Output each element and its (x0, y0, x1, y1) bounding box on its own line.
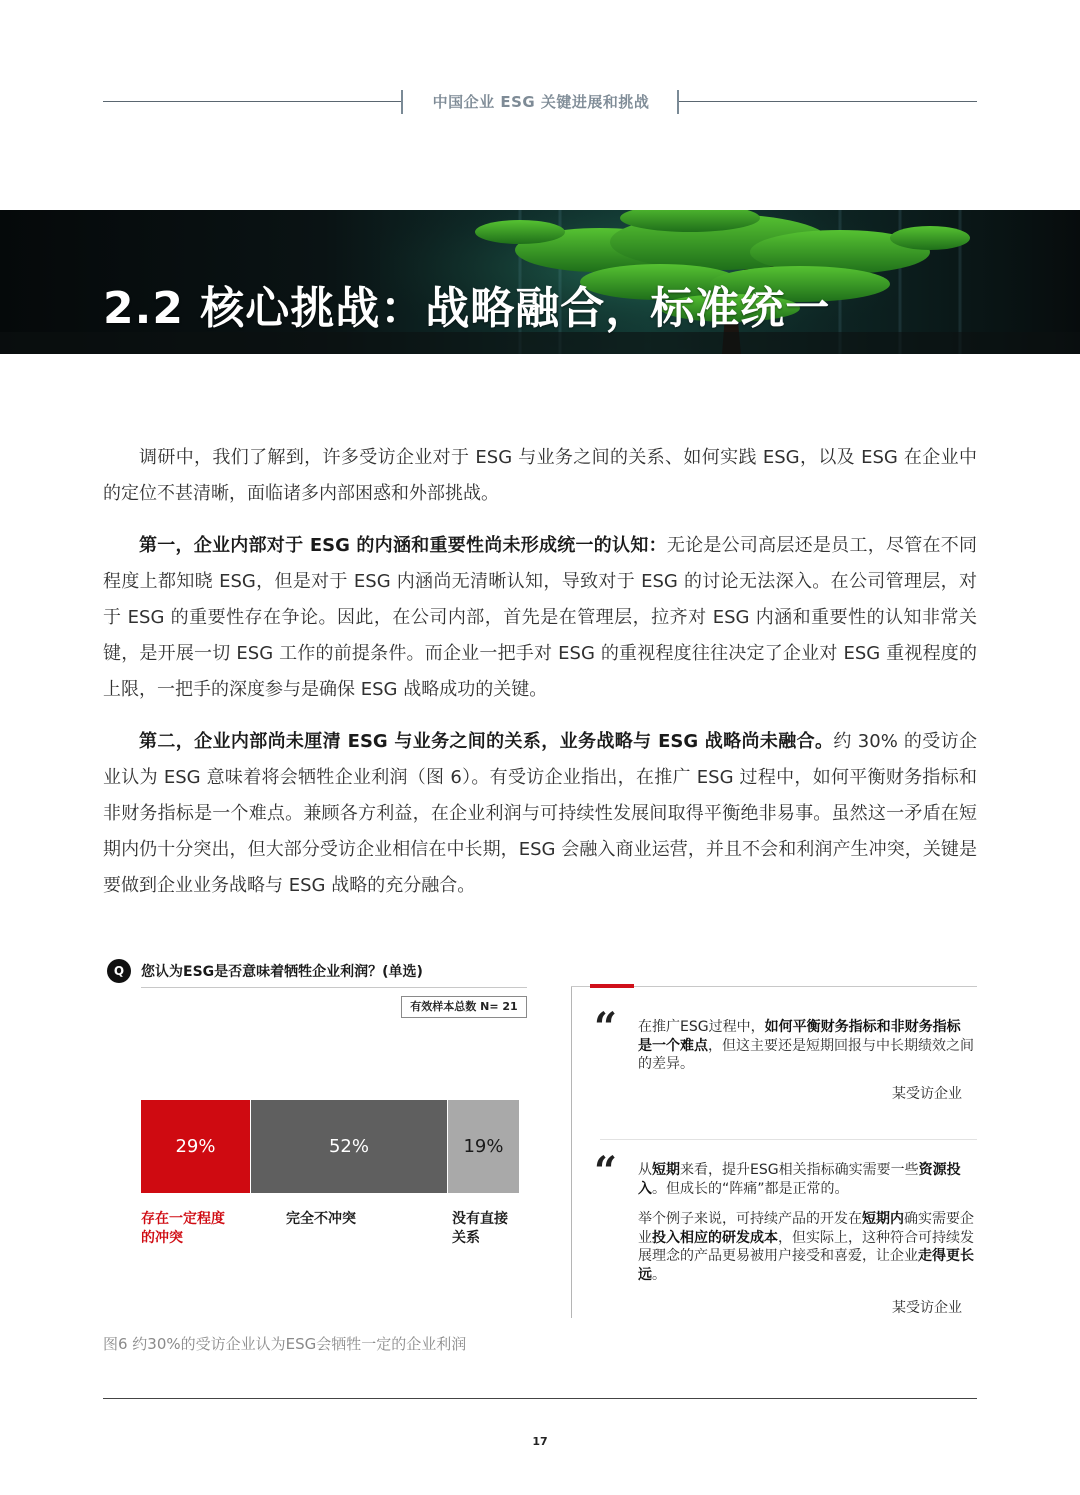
bar-category-label (141, 1210, 225, 1248)
intro-paragraph (103, 440, 977, 512)
bar-category-line: 完全不冲突 (286, 1211, 356, 1227)
point-one-paragraph (103, 528, 977, 708)
quote-one-text (638, 1018, 974, 1074)
page-number: 17 (532, 1435, 548, 1448)
header-divider-right (677, 90, 679, 114)
quote-one-bold: 如何平衡财务指标和非财务指标是一个难点 (638, 1019, 961, 1054)
quote-one-pre: 在推广ESG过程中， (638, 1019, 765, 1035)
q2-p1-a: 从 (638, 1162, 652, 1178)
running-header-title: 中国企业 ESG 关键进展和挑战 (432, 93, 650, 111)
q2-p2-a: 举个例子来说，可持续产品的开发在 (638, 1211, 862, 1227)
point-one-text: 无论是公司高层还是员工，尽管在不同程度上都知晓 ESG，但是对于 ESG 内涵尚无清晰认知，导致对于 ESG 的讨论无法深入。在公司管理层，对于 ESG 的重要性存在争论。因此，在公司内部，首先是在管理层，拉齐对 ESG 内涵和重要性的认知非常关键，是开展一切 ESG 工作的前提条件。而企业一把手对 ESG 的重视程度往往决定了企业对 ESG 重视程度的上限，一把手的深度参与是确保 ESG 战略成功的关键。 (103, 535, 977, 700)
bar-category-line: 的冲突 (141, 1230, 183, 1246)
q2-p1-b: 短期 (652, 1162, 680, 1178)
section-title: 2.2 核心挑战：战略融合，标准统一 (103, 283, 831, 334)
quote-two-text-part1 (638, 1161, 974, 1198)
q2-p2-e: ，但实际上，这种符合可持续发展理念的产品更易被用户接受和喜爱，让企业 (638, 1229, 974, 1264)
point-two-paragraph (103, 724, 977, 904)
quote-panel-accent (590, 984, 634, 988)
point-two-text: 约 30% 的受访企业认为 ESG 意味着将会牺牲企业利润（图 6）。有受访企业指出，在推广 ESG 过程中，如何平衡财务指标和非财务指标是一个难点。兼顾各方利益，在企业利润与可持续性发展间取得平衡绝非易事。虽然这一矛盾在短期内仍十分突出，但大部分受访企业相信在中长期，ESG 会融入商业运营，并且不会和利润产生冲突，关键是要做到企业业务战略与 ESG 战略的充分融合。 (103, 731, 977, 896)
quote-one-source: 某受访企业 (892, 1086, 962, 1102)
bar-category-line: 存在一定程度 (141, 1211, 225, 1227)
q2-p2-f: 走得更长远 (638, 1248, 974, 1283)
header-divider-left (401, 90, 403, 114)
bar-value-label: 29% (175, 1136, 216, 1157)
quote-two-text-part2 (638, 1210, 974, 1284)
bar-segment (141, 1100, 250, 1193)
q2-p1-c: 来看，提升ESG相关指标确实需要一些 (680, 1162, 919, 1178)
quote-one-post: ，但这主要还是短期回报与中长期绩效之间的差异。 (638, 1037, 974, 1072)
bar-category-label (452, 1210, 508, 1248)
bar-segment (251, 1100, 447, 1193)
q2-p2-b: 短期内 (862, 1211, 904, 1227)
point-two-lead: 第二，企业内部尚未厘清 ESG 与业务之间的关系，业务战略与 ESG 战略尚未融合。 (139, 731, 834, 752)
intro-text: 调研中，我们了解到，许多受访企业对于 ESG 与业务之间的关系、如何实践 ESG，以及 ESG 在企业中的定位不甚清晰，面临诸多内部困惑和外部挑战。 (103, 447, 977, 504)
header-rule-right (679, 101, 977, 102)
quote-two-source: 某受访企业 (892, 1300, 962, 1316)
sample-size-badge: 有效样本总数 N= 21 (401, 996, 527, 1018)
quote-panel-border (571, 986, 572, 1318)
footer-rule (103, 1398, 977, 1399)
q2-p2-d: 投入相应的研发成本 (652, 1229, 778, 1246)
survey-question: 您认为ESG是否意味着牺牲企业利润？(单选) (141, 964, 423, 980)
bar-category-line: 没有直接 (452, 1211, 508, 1227)
question-rule (141, 987, 527, 988)
bar-category-label (286, 1210, 356, 1229)
quote-divider (600, 1139, 977, 1140)
point-one-lead: 第一，企业内部对于 ESG 的内涵和重要性尚未形成统一的认知： (139, 535, 667, 556)
bar-value-label: 52% (328, 1136, 369, 1157)
bar-category-line: 关系 (452, 1230, 480, 1246)
figure-caption: 图6 约30%的受访企业认为ESG会牺牲一定的企业利润 (103, 1335, 467, 1353)
q2-p2-c: 确实需要企业 (638, 1211, 974, 1246)
q2-p1-d: 资源投入 (638, 1162, 961, 1197)
q2-p2-g: 。 (652, 1266, 666, 1283)
bar-segment (448, 1100, 519, 1193)
quote-mark-icon: “ (594, 1004, 618, 1051)
quote-mark-icon: “ (594, 1148, 618, 1195)
section-banner (0, 210, 1080, 354)
question-badge-icon: Q (107, 959, 131, 983)
q2-p1-e: 。但成长的“阵痛”都是正常的。 (652, 1180, 849, 1197)
bar-value-label: 19% (463, 1136, 504, 1157)
header-rule-left (103, 101, 402, 102)
